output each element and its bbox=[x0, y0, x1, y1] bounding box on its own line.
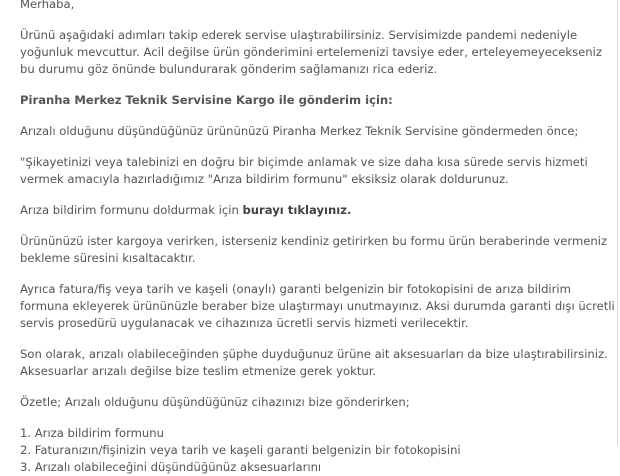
accessories-paragraph: Son olarak, arızalı olabileceğinden şüphe duyduğunuz ürüne ait aksesuarları da bize ulaştırabilirsiniz. Aksesuarlar arızalı değilse bize teslim etmenize gerek yoktur. bbox=[20, 347, 608, 378]
service-instructions bbox=[20, 0, 616, 476]
before-send-paragraph: Arızalı olduğunu düşündüğünüz ürününüzü Piranha Merkez Teknik Servisine göndermeden önce; bbox=[20, 124, 579, 138]
summary-paragraph: Özetle; Arızalı olduğunu düşündüğünüz cihazınızı bize gönderirken; bbox=[20, 395, 410, 409]
form-link[interactable]: burayı tıklayınız. bbox=[242, 203, 352, 217]
page-right-border bbox=[617, 0, 618, 445]
list-item: 2. Faturanızın/fişinizin veya tarih ve kaşeli garanti belgenizin bir fotokopisini bbox=[20, 443, 461, 457]
complaint-paragraph: "Şikayetinizi veya talebinizi en doğru bir biçimde anlamak ve size daha kısa sürede servis hizmeti vermek amacıyla hazırladığımız "Arıza bildirim formunu" eksiksiz olarak doldurunuz. bbox=[20, 155, 588, 186]
form-prefix: Arıza bildirim formunu doldurmak için bbox=[20, 203, 243, 217]
invoice-paragraph: Ayrıca fatura/fiş veya tarih ve kaşeli (onaylı) garanti belgenizin bir fotokopisini de arıza bildirim formuna ekleyerek ürününüzle beraber bize ulaştırmayı unutmayınız. Aksi durumda garanti dışı ücretli servis prosedürü uygulanacak ve cihazınıza ücretli servis hizmeti verilecektir. bbox=[20, 282, 615, 330]
greeting: Merhaba, bbox=[20, 0, 75, 11]
intro-paragraph: Ürünü aşağıdaki adımları takip ederek servise ulaştırabilirsiniz. Servisimizde pandemi nedeniyle yoğunluk mevcuttur. Acil değilse ürün gönderimini ertelemenizi tavsiye eder, erteleyemeyecekseniz bu durumu göz önünde bulundurarak gönderim sağlamanızı rica ederiz. bbox=[20, 28, 602, 76]
cargo-heading: Piranha Merkez Teknik Servisine Kargo ile gönderim için: bbox=[20, 93, 393, 107]
list-item: 3. Arızalı olabileceğini düşündüğünüz aksesuarlarını bbox=[20, 460, 322, 474]
delivery-paragraph: Ürününüzü ister kargoya verirken, isterseniz kendiniz getirirken bu formu ürün beraberinde vermeniz bekleme süresini kısaltacaktır. bbox=[20, 234, 608, 265]
form-paragraph bbox=[20, 202, 616, 219]
list-item: 1. Arıza bildirim formunu bbox=[20, 426, 164, 440]
